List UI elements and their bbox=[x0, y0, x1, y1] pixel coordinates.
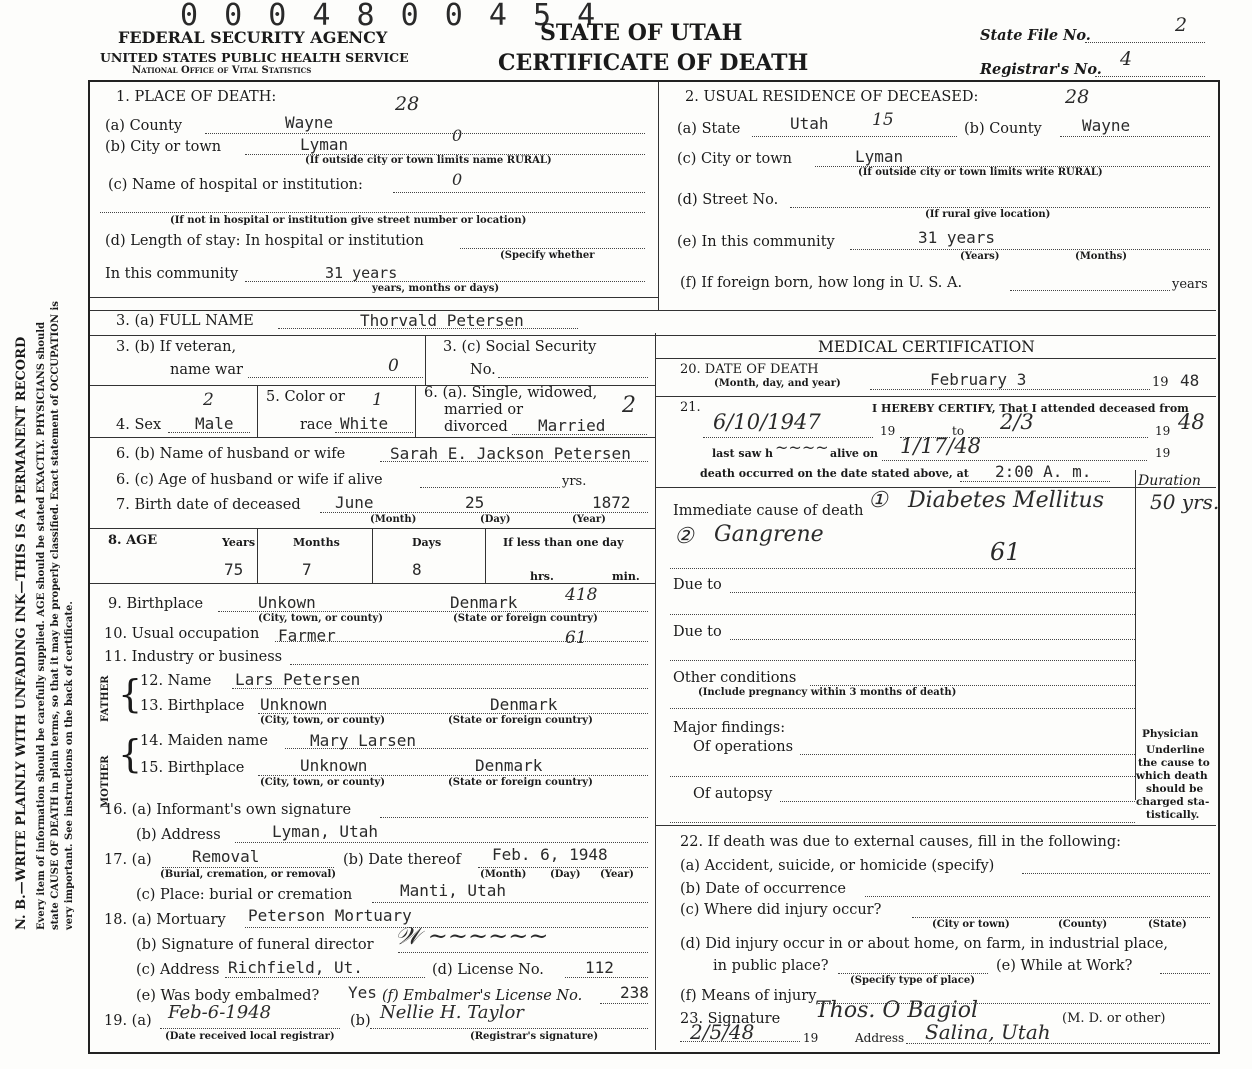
item-21-label: 21. bbox=[680, 400, 701, 415]
embalmer-value: 238 bbox=[620, 983, 649, 1002]
age-days: 8 bbox=[412, 560, 422, 579]
burial-place-label: (c) Place: burial or cremation bbox=[136, 887, 353, 903]
mother-label: MOTHER bbox=[100, 755, 111, 808]
res-county-label: (b) County bbox=[964, 121, 1042, 137]
injury-place-label: (d) Did injury occur in or about home, on farm, in industrial place, bbox=[680, 936, 1169, 952]
city-label: (b) City or town bbox=[105, 139, 222, 155]
res-city-note: (If outside city or town limits write RURAL) bbox=[858, 167, 1103, 178]
due-to-label-1: Due to bbox=[673, 577, 722, 593]
burial-date-label: (b) Date thereof bbox=[343, 852, 461, 868]
mother-name: Mary Larsen bbox=[310, 731, 416, 750]
page-title: CERTIFICATE OF DEATH bbox=[498, 50, 809, 76]
spouse-label: 6. (b) Name of husband or wife bbox=[116, 446, 346, 462]
age-min: min. bbox=[612, 570, 640, 583]
birth-month: June bbox=[335, 493, 374, 512]
burial-value: Removal bbox=[192, 847, 260, 866]
father-birthplace-country: Denmark bbox=[490, 695, 558, 714]
city-value: Lyman bbox=[300, 135, 349, 154]
marital-label-3: divorced bbox=[444, 419, 508, 435]
birth-day: 25 bbox=[465, 493, 485, 512]
death-time: 2:00 A. m. bbox=[995, 462, 1092, 481]
death-year-prefix: 19 bbox=[1152, 375, 1169, 390]
injury-city-note: (City or town) bbox=[932, 919, 1010, 930]
mortuary-value: Peterson Mortuary bbox=[248, 906, 412, 925]
res-city-value: Lyman bbox=[855, 147, 904, 166]
age-label: 8. AGE bbox=[108, 533, 158, 548]
stay-label: (d) Length of stay: In hospital or institution bbox=[105, 233, 424, 249]
attended-to-year: 48 bbox=[1178, 410, 1205, 434]
marital-label-2: married or bbox=[444, 402, 524, 418]
father-name-label: 12. Name bbox=[140, 673, 212, 689]
signature-label: 23. Signature bbox=[680, 1011, 781, 1027]
mother-name-label: 14. Maiden name bbox=[140, 733, 268, 749]
age-months: 7 bbox=[302, 560, 312, 579]
sex-label: 4. Sex bbox=[116, 417, 162, 433]
occurrence-date-label: (b) Date of occurrence bbox=[680, 881, 846, 897]
mother-birthplace-label: 15. Birthplace bbox=[140, 760, 245, 776]
margin-note-2: state CAUSE OF DEATH in plain terms, so that it may be properly classified. Exact statement of OCCUPATION is bbox=[50, 301, 61, 930]
age-years: 75 bbox=[224, 560, 244, 579]
registrar-sig-note: (Registrar's signature) bbox=[470, 1031, 599, 1042]
hospital-label: (c) Name of hospital or institution: bbox=[108, 177, 363, 193]
mother-bp-country-note: (State or foreign country) bbox=[448, 777, 593, 788]
alive-on-label: alive on bbox=[830, 447, 879, 460]
injury-county-note: (County) bbox=[1058, 919, 1108, 930]
funeral-director-label: (b) Signature of funeral director bbox=[136, 937, 374, 953]
physician-note-6: charged sta- bbox=[1136, 796, 1210, 808]
res-street-note: (If rural give location) bbox=[925, 209, 1051, 220]
embalmed-value: Yes bbox=[348, 983, 377, 1002]
race-label: race bbox=[300, 417, 333, 433]
physician-note-7: tistically. bbox=[1146, 809, 1200, 821]
social-security-label: 3. (c) Social Security bbox=[443, 339, 597, 355]
mortuary-address: Richfield, Ut. bbox=[228, 958, 363, 977]
birth-year-note: (Year) bbox=[572, 514, 606, 525]
agency-name: FEDERAL SECURITY AGENCY bbox=[118, 28, 388, 47]
race-value: White bbox=[340, 414, 389, 433]
major-findings-label: Major findings: bbox=[673, 720, 786, 736]
burial-note: (Burial, cremation, or removal) bbox=[160, 869, 336, 880]
stay-note: (Specify whether bbox=[500, 250, 595, 261]
spouse-value: Sarah E. Jackson Petersen bbox=[390, 444, 631, 463]
license-value: 112 bbox=[585, 958, 614, 977]
age-months-label: Months bbox=[293, 536, 340, 549]
registrar-signature: Nellie H. Taylor bbox=[380, 1002, 524, 1023]
birthplace-city-note: (City, town, or county) bbox=[258, 613, 383, 624]
signature-date: 2/5/48 bbox=[690, 1020, 755, 1044]
other-conditions-note: (Include pregnancy within 3 months of death) bbox=[698, 687, 957, 698]
birth-date-label: 7. Birth date of deceased bbox=[116, 497, 301, 513]
last-saw-label: last saw h bbox=[712, 447, 774, 460]
date-of-death: February 3 bbox=[930, 370, 1027, 389]
marital-label-1: 6. (a). Single, widowed, bbox=[424, 385, 598, 401]
death-certificate: 0 0 0 4 8 0 0 4 5 4 N. B.—WRITE PLAINLY WITH UNFADING INK—THIS IS A PERMANENT RECORD Every item of information should be carefully supplied. AGE should be stated EXACTLY. PHYSICIANS should state CAUSE OF DEATH in plain terms, so that it may be properly classified. Exact statement of OCCUPATION is very important. See instructions on the back of certificate. FEDERAL SECURITY AGENCY UNITED STATES PUBLIC HEALTH SERVICE National Office of Vital Statistics STATE OF UTAH CERTIFICATE OF DEATH State File No. 2 Registrar's No. 4 1. PLACE OF DEATH: 28 (a) County Wayne (b) City or town Lyman 0 (If outside city or town limits name RURAL) (c) Name of hospital or institution: 0 (If not in hospital or institution give street number or location) (d) Length of stay: In hospital or institution (Specify whether In this community 31 years years, months or days) 2. USUAL RESIDENCE OF DECEASED: 28 (a) State Utah 15 (b) County Wayne (c) City or town Lyman (If outside city or town limits write RURAL) (d) Street No. (If rural give location) (e) In this community 31 years (Years) (Months) (f) If foreign born, how long in U. S. A. years 3. (a) FULL NAME Thorvald Petersen 3. (b) If veteran, name war 0 3. (c) Social Security No. 4. Sex Male 2 5. Color or race White 1 6. (a). Single, widowed, married or divorced Married 2 6. (b) Name of husband or wife Sarah E. Jackson Petersen 6. (c) Age of husband or wife if alive yrs. 7. Birth date of deceased June 25 1872 (Month) (Day) (Year) 8. AGE Years Months Days If less than one day 75 7 8 hrs. min. 9. Birthplace Unkown Denmark 418 (City, town, or county) (State or foreign country) 10. Usual occupation Farmer 61 11. Industry or business FATHER { 12. Name Lars Petersen 13. Birthplace Unknown Denmark (City, town, or county) (State or foreign country) MOTHER { 14. Maiden name Mary Larsen 15. Birthplace Unknown Denmark (City, town, or county) (State or foreign country) 16. (a) Informant's own signature (b) Address Lyman, Utah 17. (a) Removal (Burial, cremation, or removal) (b) Date thereof Feb. 6, 1948 (Month) (Day) (Year) (c) Place: burial or cremation Manti, Utah 18. (a) Mortuary Peterson Mortuary (b) Signature of funeral director 𝒲 ~~~~~~ (c) Address Richfield, Ut. (d) License No. 112 (e) Was body embalmed? Yes (f) Embalmer's License No. 238 19. (a) Feb-6-1948 (Date received local registrar) (b) Nellie H. Taylor (Registrar's signature) MEDICAL CERTIFICATION 20. DATE OF DEATH (Month, day, and year) February 3 19 48 21. I HEREBY CERTIFY, That I attended deceased from 6/10/1947 19 to 2/3 19 48 last saw h ~~~~ alive on 1/17/48 19 death occurred on the date stated above, at 2:00 A. m. Duration Immediate cause of death ① Diabetes Mellitus 50 yrs. ② Gangrene 61 Due to Due to Other conditions (Include pregnancy within 3 months of death) Major findings: Of operations Of autopsy Physician Underline the cause to which death should be charged sta- tistically. 22. If death was due to external causes, fill in the following: (a) Accident, suicide, or homicide (specify) (b) Date of occurrence (c) Where did injury occur? (City or town) (County) (State) (d) Did injury occur in or about home, on farm, in industrial place, in public place? (Specify type of place) (e) While at Work? (f) Means of injury 23. Signature Thos. O Bagiol (M. D. or other) 2/5/48 19 Address Salina, Utah bbox=[0, 0, 1252, 1069]
external-causes-title: 22. If death was due to external causes, fill in the following: bbox=[680, 834, 1122, 850]
spouse-age-label: 6. (c) Age of husband or wife if alive bbox=[116, 472, 383, 488]
state-file-value: 2 bbox=[1175, 14, 1188, 36]
res-community-label: (e) In this community bbox=[677, 234, 835, 250]
foreign-born-label: (f) If foreign born, how long in U. S. A. bbox=[680, 275, 963, 291]
birthplace-code: 418 bbox=[565, 585, 598, 605]
mortuary-label: 18. (a) Mortuary bbox=[104, 912, 226, 928]
place-of-death-code: 28 bbox=[395, 93, 420, 115]
father-bp-city-note: (City, town, or county) bbox=[260, 715, 385, 726]
informant-address-label: (b) Address bbox=[136, 827, 221, 843]
medical-title: MEDICAL CERTIFICATION bbox=[818, 338, 1035, 356]
mother-birthplace-city: Unknown bbox=[300, 756, 368, 775]
father-birthplace-label: 13. Birthplace bbox=[140, 698, 245, 714]
res-state-code: 15 bbox=[872, 110, 894, 130]
community-label: In this community bbox=[105, 266, 239, 282]
informant-label: 16. (a) Informant's own signature bbox=[104, 802, 352, 818]
signature-year-prefix: 19 bbox=[803, 1031, 819, 1045]
md-label: (M. D. or other) bbox=[1062, 1011, 1166, 1026]
certify-label: I HEREBY CERTIFY, That I attended deceased from bbox=[872, 402, 1189, 415]
burial-label: 17. (a) bbox=[104, 852, 152, 868]
address-label: Address bbox=[855, 1031, 905, 1045]
secondary-cause: Gangrene bbox=[714, 522, 824, 547]
injury-state-note: (State) bbox=[1148, 919, 1187, 930]
date-received: Feb-6-1948 bbox=[168, 1002, 272, 1023]
state-name: STATE OF UTAH bbox=[540, 20, 743, 46]
cause-code: 61 bbox=[990, 538, 1021, 566]
spouse-yrs-label: yrs. bbox=[562, 474, 587, 489]
duration-value: 50 yrs. bbox=[1150, 490, 1220, 514]
informant-address: Lyman, Utah bbox=[272, 822, 378, 841]
community-value: 31 years bbox=[325, 264, 398, 282]
hospital-value: 0 bbox=[452, 170, 463, 189]
sex-code: 2 bbox=[203, 390, 214, 410]
date-of-death-note: (Month, day, and year) bbox=[714, 378, 841, 389]
physician-address: Salina, Utah bbox=[925, 1020, 1051, 1044]
father-bp-country-note: (State or foreign country) bbox=[448, 715, 593, 726]
means-of-injury-label: (f) Means of injury bbox=[680, 988, 817, 1004]
city-note: (If outside city or town limits name RURAL) bbox=[305, 155, 552, 166]
birthplace-country-note: (State or foreign country) bbox=[453, 613, 598, 624]
sex-value: Male bbox=[195, 414, 234, 433]
veteran-label: 3. (b) If veteran, bbox=[116, 339, 237, 355]
burial-day-note: (Day) bbox=[550, 869, 581, 880]
occupation-value: Farmer bbox=[278, 626, 336, 645]
duration-label: Duration bbox=[1138, 473, 1201, 489]
res-street-label: (d) Street No. bbox=[677, 192, 779, 208]
res-community-value: 31 years bbox=[918, 228, 996, 247]
death-year: 48 bbox=[1180, 371, 1200, 390]
date-received-note: (Date received local registrar) bbox=[165, 1031, 335, 1042]
physician-note-5: should be bbox=[1146, 783, 1204, 795]
attended-to-date: 2/3 bbox=[1000, 410, 1034, 434]
birth-day-note: (Day) bbox=[480, 514, 511, 525]
place-type-note: (Specify type of place) bbox=[850, 975, 975, 986]
res-years-note: (Years) bbox=[960, 251, 1000, 262]
public-place-label: in public place? bbox=[713, 958, 829, 974]
mother-bp-city-note: (City, town, or county) bbox=[260, 777, 385, 788]
physician-note-4: which death bbox=[1136, 770, 1208, 782]
occupation-label: 10. Usual occupation bbox=[104, 626, 260, 642]
veteran-value: 0 bbox=[388, 356, 399, 376]
res-city-label: (c) City or town bbox=[677, 151, 792, 167]
race-code: 1 bbox=[372, 390, 383, 410]
res-county-value: Wayne bbox=[1082, 116, 1131, 135]
physician-signature: Thos. O Bagiol bbox=[815, 998, 979, 1023]
mother-birthplace-country: Denmark bbox=[475, 756, 543, 775]
age-years-label: Years bbox=[222, 536, 256, 549]
license-label: (d) License No. bbox=[432, 962, 544, 978]
color-label: 5. Color or bbox=[266, 389, 345, 405]
immediate-cause: Diabetes Mellitus bbox=[908, 488, 1104, 513]
burial-month-note: (Month) bbox=[480, 869, 527, 880]
birthplace-label: 9. Birthplace bbox=[108, 596, 204, 612]
birth-month-note: (Month) bbox=[370, 514, 417, 525]
res-state-label: (a) State bbox=[677, 121, 741, 137]
veteran-war-label: name war bbox=[170, 362, 243, 378]
injury-location-label: (c) Where did injury occur? bbox=[680, 902, 882, 918]
foreign-years-label: years bbox=[1172, 277, 1208, 292]
due-to-label-2: Due to bbox=[673, 624, 722, 640]
residence-title: 2. USUAL RESIDENCE OF DECEASED: bbox=[685, 89, 979, 105]
mortuary-address-label: (c) Address bbox=[136, 962, 220, 978]
margin-note-3: very important. See instructions on the back of certificate. bbox=[64, 601, 75, 930]
physician-note-1: Physician bbox=[1142, 728, 1199, 740]
hospital-note: (If not in hospital or institution give street number or location) bbox=[170, 215, 527, 226]
while-at-work-label: (e) While at Work? bbox=[996, 958, 1133, 974]
res-state-value: Utah bbox=[790, 114, 829, 133]
death-occurred-label: death occurred on the date stated above, at bbox=[700, 467, 969, 480]
marital-value: Married bbox=[538, 416, 606, 435]
state-file-label: State File No. bbox=[980, 27, 1091, 44]
autopsy-label: Of autopsy bbox=[693, 786, 773, 802]
occupation-code: 61 bbox=[565, 628, 587, 648]
place-of-death-title: 1. PLACE OF DEATH: bbox=[116, 89, 277, 105]
community-note: years, months or days) bbox=[372, 283, 500, 294]
operations-label: Of operations bbox=[693, 739, 794, 755]
full-name-label: 3. (a) FULL NAME bbox=[116, 313, 254, 329]
age-days-label: Days bbox=[412, 536, 442, 549]
birth-year: 1872 bbox=[592, 493, 631, 512]
marital-code: 2 bbox=[622, 393, 636, 418]
physician-note-2: Underline bbox=[1146, 744, 1205, 756]
registrar-sig-label: (b) bbox=[350, 1013, 371, 1029]
burial-date: Feb. 6, 1948 bbox=[492, 845, 608, 864]
res-months-note: (Months) bbox=[1075, 251, 1127, 262]
other-conditions-label: Other conditions bbox=[673, 670, 797, 686]
date-of-death-label: 20. DATE OF DEATH bbox=[680, 362, 819, 377]
attended-from-date: 6/10/1947 bbox=[713, 410, 821, 434]
immediate-cause-label: Immediate cause of death bbox=[673, 503, 864, 519]
county-label: (a) County bbox=[105, 118, 183, 134]
registrar-label: Registrar's No. bbox=[980, 61, 1102, 78]
embalmed-label: (e) Was body embalmed? bbox=[136, 988, 320, 1004]
father-birthplace-city: Unknown bbox=[260, 695, 328, 714]
father-name: Lars Petersen bbox=[235, 670, 361, 689]
margin-note-1: Every item of information should be carefully supplied. AGE should be stated EXACTLY. PHYSICIANS should bbox=[36, 321, 47, 930]
father-label: FATHER bbox=[100, 675, 111, 722]
service-name: UNITED STATES PUBLIC HEALTH SERVICE bbox=[100, 50, 409, 65]
last-saw-date: 1/17/48 bbox=[900, 434, 981, 458]
full-name-value: Thorvald Petersen bbox=[360, 311, 524, 330]
date-received-label: 19. (a) bbox=[104, 1013, 152, 1029]
physician-note-3: the cause to bbox=[1138, 757, 1210, 769]
birthplace-city: Unkown bbox=[258, 593, 316, 612]
residence-code: 28 bbox=[1065, 86, 1090, 108]
birthplace-country: Denmark bbox=[450, 593, 518, 612]
age-hrs: hrs. bbox=[530, 570, 554, 583]
industry-label: 11. Industry or business bbox=[104, 649, 283, 665]
registrar-value: 4 bbox=[1120, 48, 1133, 70]
age-less-label: If less than one day bbox=[503, 536, 624, 549]
serial-number: 0 0 0 4 8 0 0 4 5 4 bbox=[180, 0, 600, 33]
office-name: National Office of Vital Statistics bbox=[132, 65, 312, 76]
burial-place: Manti, Utah bbox=[400, 881, 506, 900]
margin-note-permanent-record: N. B.—WRITE PLAINLY WITH UNFADING INK—THIS IS A PERMANENT RECORD bbox=[14, 336, 29, 930]
burial-year-note: (Year) bbox=[600, 869, 634, 880]
county-value: Wayne bbox=[285, 113, 334, 132]
ss-no-label: No. bbox=[470, 362, 496, 378]
accident-label: (a) Accident, suicide, or homicide (specify) bbox=[680, 858, 995, 874]
embalmer-label: (f) Embalmer's License No. bbox=[382, 988, 583, 1004]
